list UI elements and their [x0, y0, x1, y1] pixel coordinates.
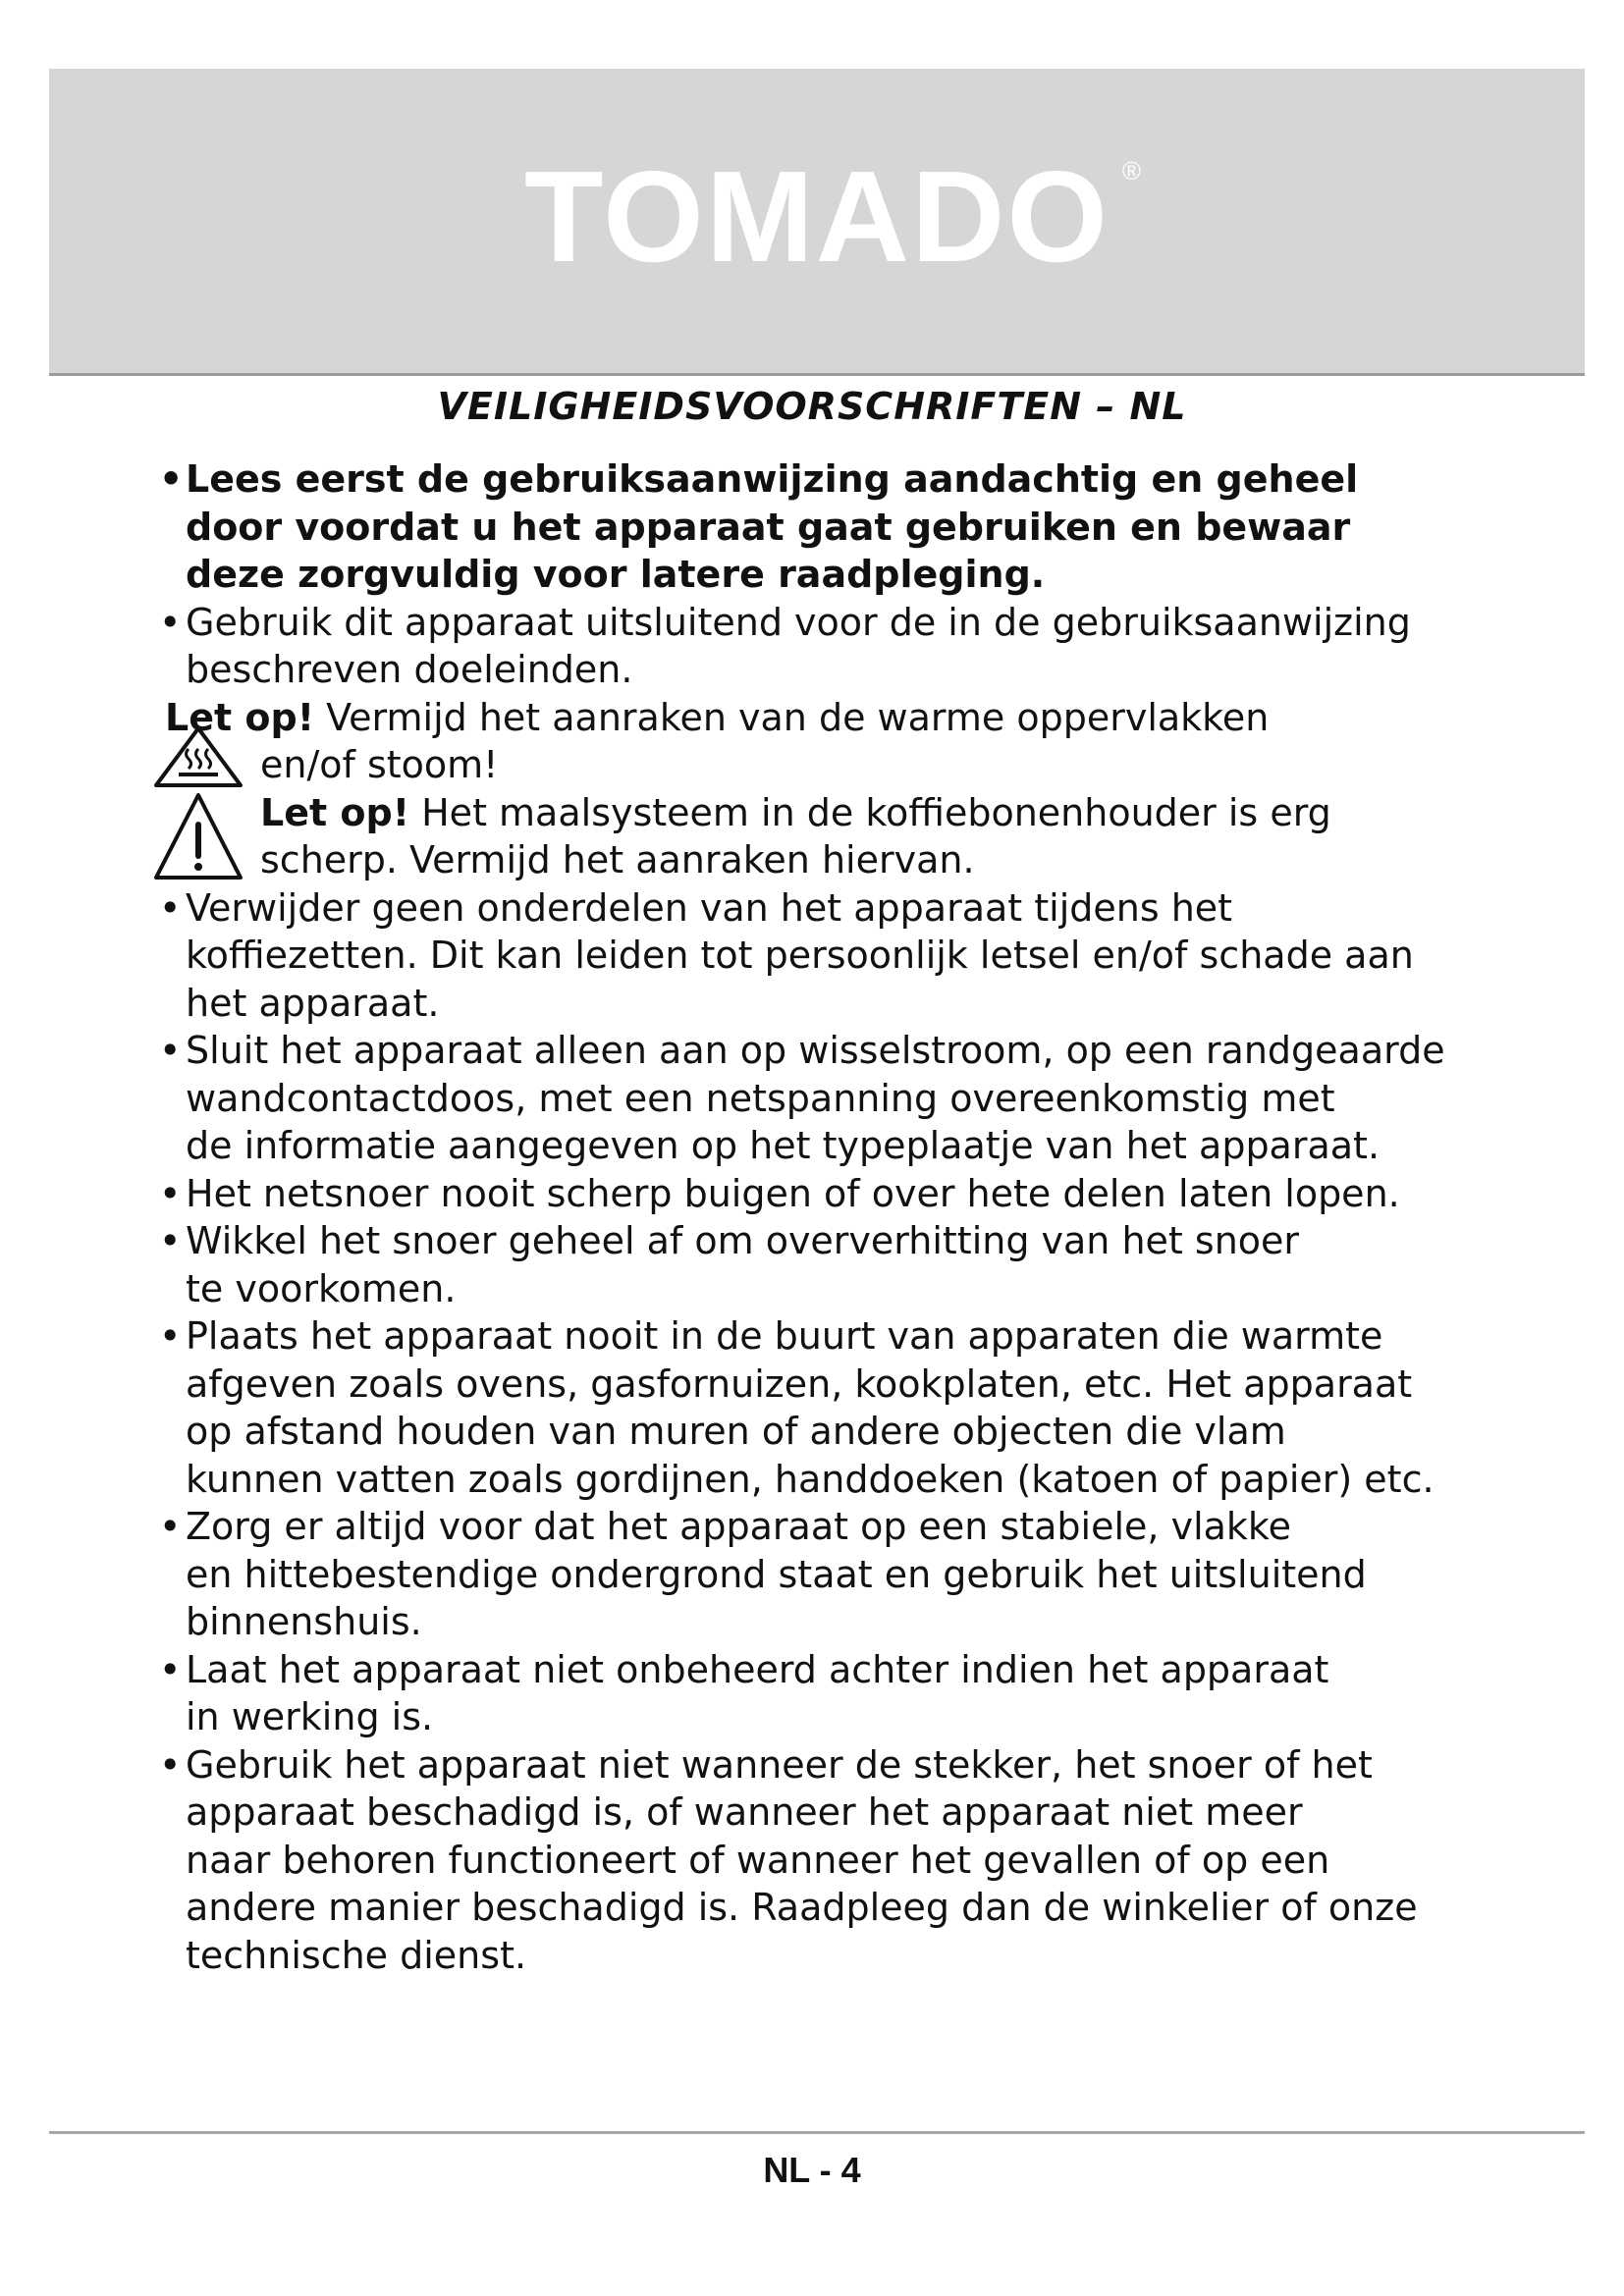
list-item: • Verwijder geen onderdelen van het apparaat tijdens het koffiezetten. Dit kan leiden tot persoonlijk letsel en/of schade aan het apparaat.: [159, 885, 1414, 1025]
bullet: •: [159, 1171, 182, 1215]
list-item: • Lees eerst de gebruiksaanwijzing aandachtig en geheel door voordat u het apparaat gaat gebruiken en bewaar deze zorgvuldig voor latere raadpleging.: [159, 457, 1359, 596]
list-item: • Gebruik dit apparaat uitsluitend voor de in de gebruiksaanwijzing beschreven doeleinden.: [159, 600, 1411, 691]
brand-logo: TOMADO ®: [523, 144, 1144, 289]
bullet: •: [159, 600, 182, 644]
bullet: •: [159, 1219, 182, 1262]
caution-warning-icon: [153, 791, 244, 893]
bullet: •: [159, 457, 184, 501]
bullet: •: [159, 885, 182, 930]
page-title: VEILIGHEIDSVOORSCHRIFTEN – NL: [437, 385, 1187, 428]
registered-mark: ®: [1121, 156, 1144, 186]
bullet: •: [159, 1647, 182, 1691]
list-item: • Gebruik het apparaat niet wanneer de stekker, het snoer of het apparaat beschadigd is, of wanneer het apparaat niet meer naar behoren functioneert of wanneer het gevallen of op een andere manier beschadigd is. Raadpleeg dan de winkelier of onze technische dienst.: [159, 1742, 1418, 1977]
list-item: • Sluit het apparaat alleen aan op wisselstroom, op een randgeaarde wandcontactdoos, met een netspanning overeenkomstig met de informatie aangegeven op het typeplaatje van het apparaat.: [159, 1029, 1445, 1167]
bullet: •: [159, 1029, 182, 1072]
list-item: • Wikkel het snoer geheel af om oververhitting van het snoer te voorkomen.: [159, 1219, 1300, 1310]
page-number: NL - 4: [763, 2150, 861, 2190]
warning-sharp-grinder: Let op! Het maalsysteem in de koffiebonenhouder is erg scherp. Vermijd het aanraken hiervan.: [159, 789, 1514, 884]
list-item: • Plaats het apparaat nooit in de buurt van apparaten die warmte afgeven zoals ovens, gasfornuizen, kookplaten, etc. Het apparaat op afstand houden van muren of andere objecten die vlam kunnen vatten zoals gordijnen, handdoeken (katoen of papier) etc.: [159, 1314, 1435, 1501]
header-banner: [49, 69, 1585, 376]
warning-hot-surface: Let op! Vermijd het aanraken van de warme oppervlakken en/of stoom!: [159, 694, 1514, 789]
bullet: •: [159, 1314, 182, 1358]
bullet: •: [159, 1505, 182, 1548]
list-item: • Laat het apparaat niet onbeheerd achter indien het apparaat in werking is.: [159, 1647, 1329, 1738]
warning-label: Let op!: [260, 790, 410, 834]
safety-instructions: [159, 455, 1514, 1979]
warning-label: Let op!: [165, 695, 315, 739]
list-item: • Het netsnoer nooit scherp buigen of over hete delen laten lopen.: [159, 1170, 1514, 1218]
bullet: •: [159, 1742, 182, 1787]
list-item: • Zorg er altijd voor dat het apparaat op een stabiele, vlakke en hittebestendige ondergrond staat en gebruik het uitsluitend binnenshuis.: [159, 1505, 1367, 1643]
footer-divider: [49, 2131, 1585, 2134]
